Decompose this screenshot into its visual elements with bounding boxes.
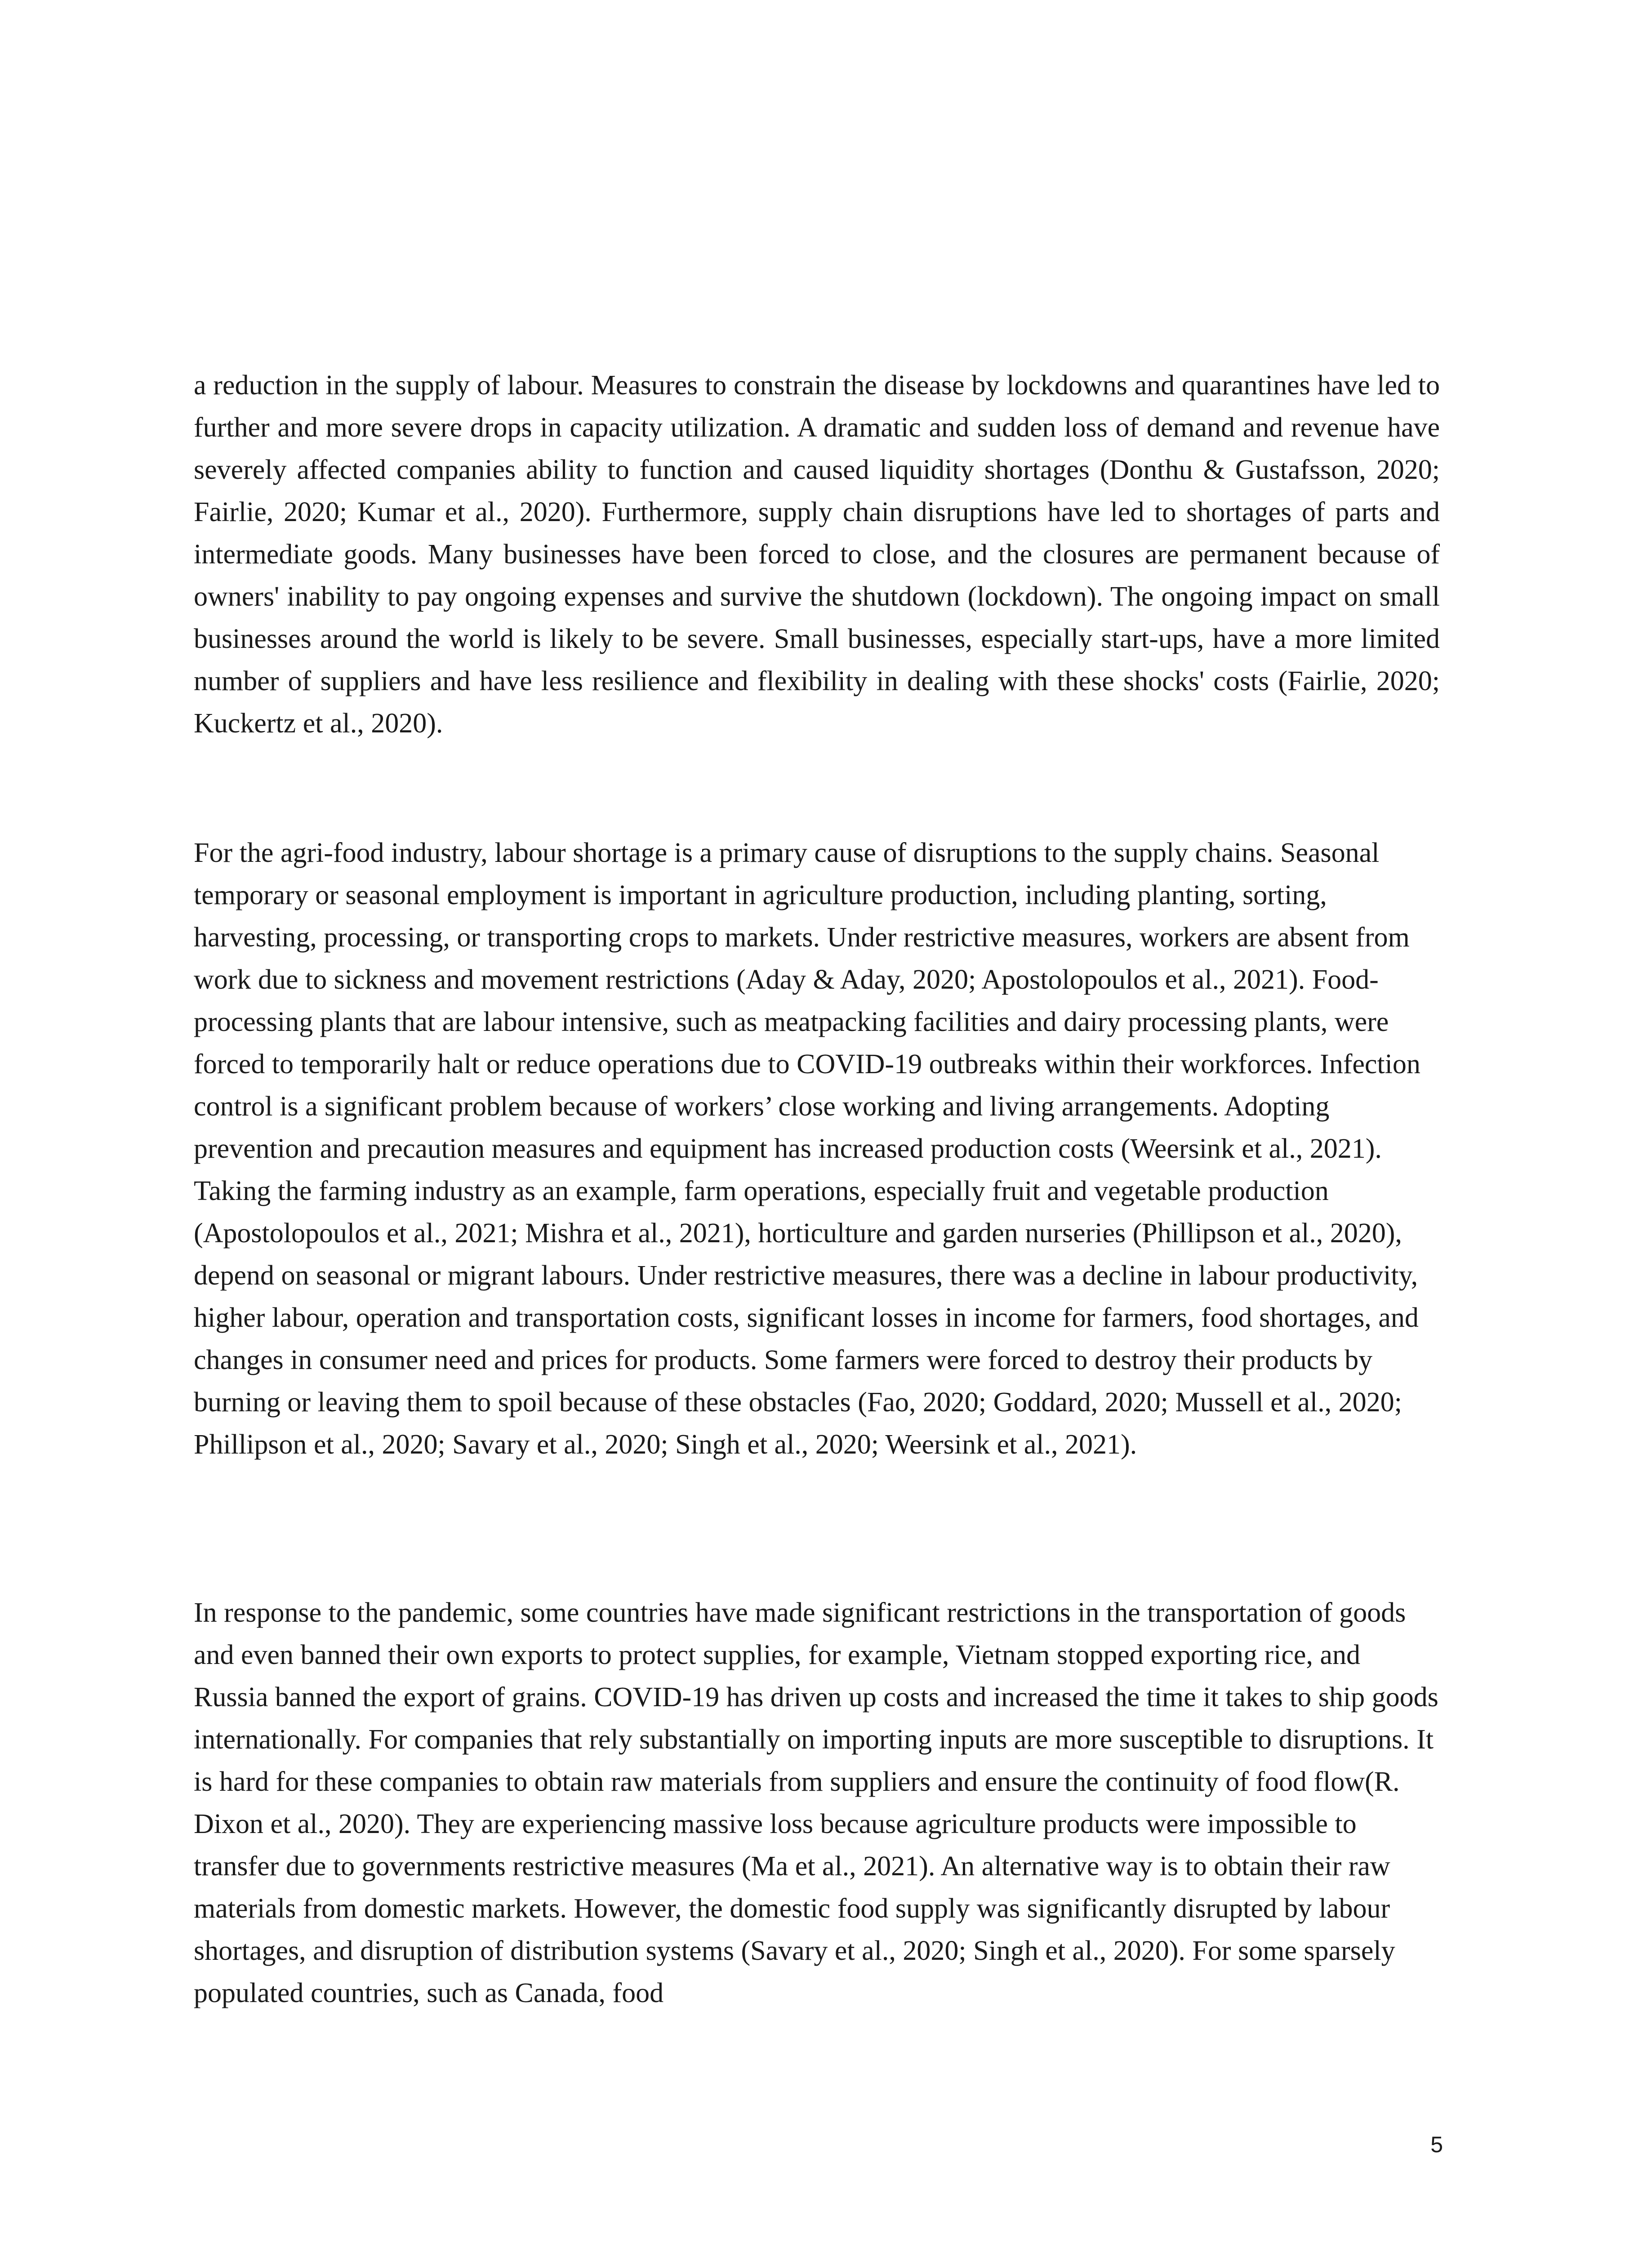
page-number: 5 [1430, 2132, 1443, 2157]
body-paragraph-2: For the agri-food industry, labour shortage is a primary cause of disruptions to the supply chains. Seasonal temporary or seasonal employment is important in agriculture production, including planting, sorting, harvesting, processing, or transporting crops to markets. Under restrictive measures, workers are absent from work due to sickness and movement restrictions (Aday & Aday, 2020; Apostolopoulos et al., 2021). Food-processing plants that are labour intensive, such as meatpacking facilities and dairy processing plants, were forced to temporarily halt or reduce operations due to COVID-19 outbreaks within their workforces. Infection control is a significant problem because of workers’ close working and living arrangements. Adopting prevention and precaution measures and equipment has increased production costs (Weersink et al., 2021). Taking the farming industry as an example, farm operations, especially fruit and vegetable production (Apostolopoulos et al., 2021; Mishra et al., 2021), horticulture and garden nurseries (Phillipson et al., 2020), depend on seasonal or migrant labours. Under restrictive measures, there was a decline in labour productivity, higher labour, operation and transportation costs, significant losses in income for farmers, food shortages, and changes in consumer need and prices for products. Some farmers were forced to destroy their products by burning or leaving them to spoil because of these obstacles (Fao, 2020; Goddard, 2020; Mussell et al., 2020; Phillipson et al., 2020; Savary et al., 2020; Singh et al., 2020; Weersink et al., 2021). [194, 838, 1420, 1460]
body-paragraph-1: a reduction in the supply of labour. Measures to constrain the disease by lockdowns and quarantines have led to further and more severe drops in capacity utilization. A dramatic and sudden loss of demand and revenue have severely affected companies ability to function and caused liquidity shortages (Donthu & Gustafsson, 2020; Fairlie, 2020; Kumar et al., 2020). Furthermore, supply chain disruptions have led to shortages of parts and intermediate goods. Many businesses have been forced to close, and the closures are permanent because of owners' inability to pay ongoing expenses and survive the shutdown (lockdown). The ongoing impact on small businesses around the world is likely to be severe. Small businesses, especially start-ups, have a more limited number of suppliers and have less resilience and flexibility in dealing with these shocks' costs (Fairlie, 2020; Kuckertz et al., 2020). [194, 370, 1440, 739]
body-paragraph-3: In response to the pandemic, some countries have made significant restrictions in the transportation of goods and even banned their own exports to protect supplies, for example, Vietnam stopped exporting rice, and Russia banned the export of grains. COVID-19 has driven up costs and increased the time it takes to ship goods internationally. For companies that rely substantially on importing inputs are more susceptible to disruptions. It is hard for these companies to obtain raw materials from suppliers and ensure the continuity of food flow(R. Dixon et al., 2020). They are experiencing massive loss because agriculture products were impossible to transfer due to governments restrictive measures (Ma et al., 2021). An alternative way is to obtain their raw materials from domestic markets. However, the domestic food supply was significantly disrupted by labour shortages, and disruption of distribution systems (Savary et al., 2020; Singh et al., 2020). For some sparsely populated countries, such as Canada, food [194, 1597, 1438, 2008]
